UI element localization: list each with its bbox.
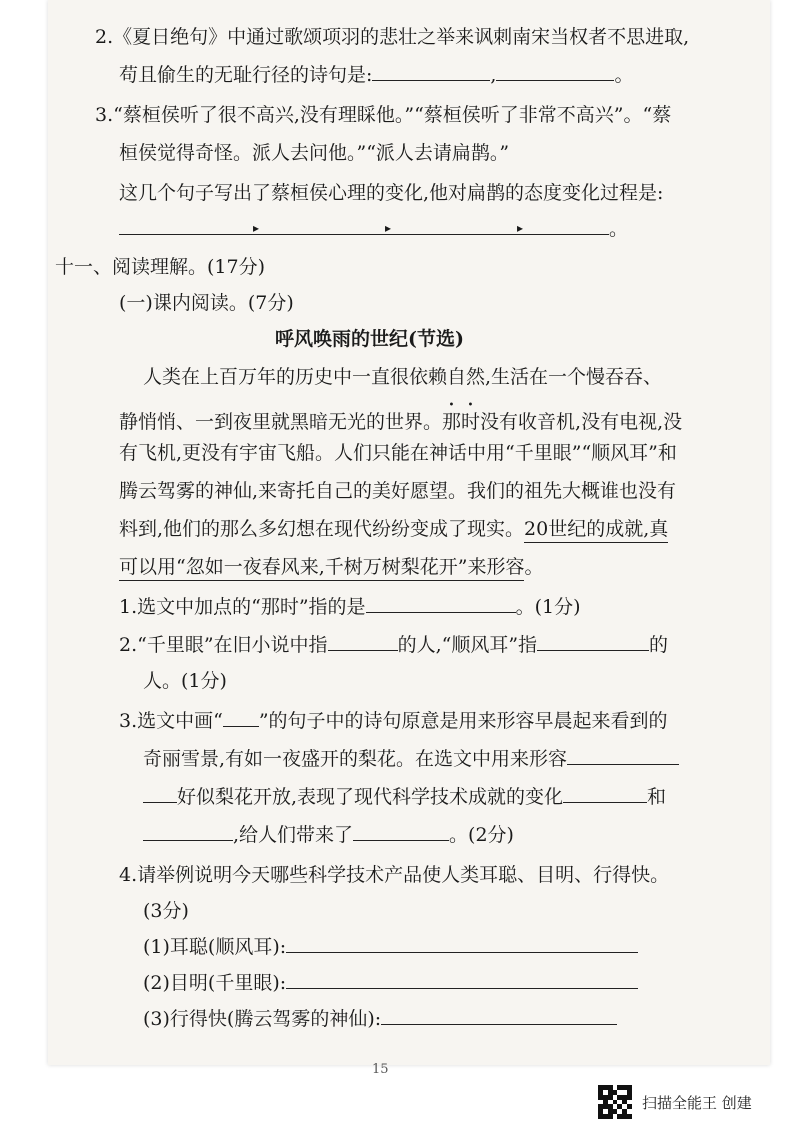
q2-line2: 苟且偷生的无耻行径的诗句是: , 。 <box>119 64 634 86</box>
passage1-line: 静悄悄、一到夜里就黑暗无光的世界。那时没有收音机,没有电视,没 <box>119 411 683 433</box>
underlined-sentence: 20世纪的成就,真 <box>524 518 668 543</box>
question-4: 4.请举例说明今天哪些科学技术产品使人类耳聪、目明、行得快。 <box>119 864 670 886</box>
answer-blank[interactable] <box>353 822 449 841</box>
passage1-line: 有飞机,更没有宇宙飞船。人们只能在神话中用“千里眼”“顺风耳”和 <box>119 442 677 464</box>
answer-blank[interactable] <box>119 216 215 235</box>
answer-blank[interactable] <box>143 784 177 803</box>
question-3: 3.选文中画“ ”的句子中的诗句原意是用来形容早晨起来看到的 <box>119 710 668 732</box>
answer-blank[interactable] <box>286 970 638 989</box>
answer-blank[interactable] <box>496 62 614 81</box>
passage1-line: 人类在上百万年的历史中一直很依赖自然,生活在一个慢吞吞、 <box>143 366 663 388</box>
scanner-credit: 扫描全能王 创建 <box>642 1093 752 1112</box>
answer-blank[interactable] <box>328 632 398 651</box>
passage1-line: 可以用“忽如一夜春风来,千树万树梨花开”来形容。 <box>119 552 543 579</box>
arrow-icon <box>347 220 385 235</box>
answer-blank <box>223 708 259 727</box>
answer-blank[interactable] <box>385 216 479 235</box>
answer-blank[interactable] <box>366 594 516 613</box>
question-4-item: (1)耳聪(顺风耳): <box>143 932 638 959</box>
q3-line2: 桓侯觉得奇怪。派人去问他。”“派人去请扁鹊。” <box>119 142 510 164</box>
q2-line1: 2.《夏日绝句》中通过歌颂项羽的悲壮之举来讽刺南宋当权者不思进取, <box>95 26 690 48</box>
question-4-item: (2)目明(千里眼): <box>143 968 638 995</box>
question-3-cont: ,给人们带来了 。(2分) <box>143 820 514 847</box>
question-3-cont: 奇丽雪景,有如一夜盛开的梨花。在选文中用来形容 <box>143 744 679 771</box>
q3-answer-line: ▸▸▸。 <box>119 214 628 241</box>
answer-blank[interactable] <box>372 62 490 81</box>
answer-blank[interactable] <box>253 216 347 235</box>
page-number: 15 <box>372 1062 389 1077</box>
question-3-cont: 好似梨花开放,表现了现代科学技术成就的变化 和 <box>143 782 666 809</box>
q3-line3: 这几个句子写出了蔡桓侯心理的变化,他对扁鹊的态度变化过程是: <box>119 182 664 204</box>
answer-blank[interactable] <box>286 934 638 953</box>
question-2: 2.“千里眼”在旧小说中指 的人,“顺风耳”指 的 <box>119 634 669 656</box>
arrow-icon <box>479 220 517 235</box>
passage1-line: 腾云驾雾的神仙,来寄托自己的美好愿望。我们的祖先大概谁也没有 <box>119 480 677 502</box>
question-4-item: (3)行得快(腾云驾雾的神仙): <box>143 1004 617 1031</box>
passage1-title: 呼风唤雨的世纪(节选) <box>275 328 464 350</box>
answer-blank[interactable] <box>537 632 649 651</box>
scanner-watermark <box>598 1085 752 1119</box>
dotted-word: 那时 <box>442 411 481 433</box>
answer-blank[interactable] <box>517 216 609 235</box>
section-title: 十一、阅读理解。(17分) <box>55 256 266 278</box>
passage1-line: 料到,他们的那么多幻想在现代纷纷变成了现实。20世纪的成就,真 <box>119 514 668 541</box>
question-2-cont: 人。(1分) <box>143 670 227 692</box>
arrow-icon <box>215 220 253 235</box>
part1-title: (一)课内阅读。(7分) <box>119 292 294 314</box>
answer-blank[interactable] <box>143 822 233 841</box>
qr-code-icon <box>598 1085 632 1119</box>
q3-line1: 3.“蔡桓侯听了很不高兴,没有理睬他。”“蔡桓侯听了非常不高兴”。“蔡 <box>95 104 672 126</box>
question-4-score: (3分) <box>143 900 189 922</box>
question-1: 1.选文中加点的“那时”指的是 。(1分) <box>119 596 581 618</box>
answer-blank[interactable] <box>563 784 647 803</box>
answer-blank[interactable] <box>567 746 679 765</box>
answer-blank[interactable] <box>381 1006 617 1025</box>
underlined-sentence: 可以用“忽如一夜春风来,千树万树梨花开”来形容 <box>119 556 524 581</box>
